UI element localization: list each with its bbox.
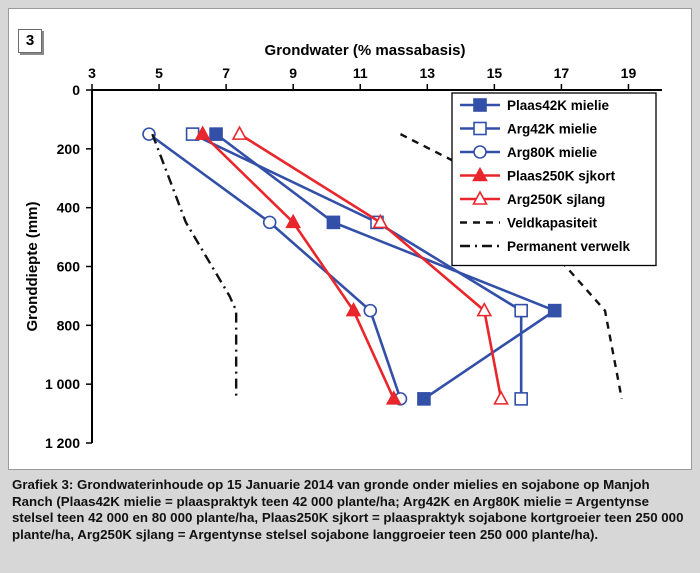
legend-label-plaas42k-mielie: Plaas42K mielie — [507, 98, 610, 113]
x-tick-label: 5 — [155, 65, 163, 81]
data-point-arg42k-mielie — [515, 393, 527, 405]
x-tick-label: 17 — [553, 65, 570, 81]
y-tick-label: 1 000 — [44, 376, 80, 393]
data-point-arg42k-mielie — [515, 305, 527, 317]
data-point-arg250k-sjlang — [495, 392, 508, 404]
y-tick-label: 0 — [72, 82, 80, 98]
series-arg80k-mielie — [143, 128, 406, 405]
y-tick-label: 200 — [56, 140, 80, 157]
x-tick-label: 7 — [222, 65, 231, 81]
chart-legend — [452, 93, 656, 266]
series-line-permanent-verwelk — [152, 134, 236, 399]
data-point-plaas42k-mielie — [549, 305, 561, 317]
x-tick-label: 9 — [289, 65, 298, 81]
x-tick-label: 15 — [486, 65, 503, 81]
data-point-plaas42k-mielie — [210, 128, 222, 140]
x-tick-label: 3 — [88, 65, 96, 81]
legend-label-plaas250k-sjkort: Plaas250K sjkort — [507, 168, 616, 184]
data-point-plaas42k-mielie — [327, 216, 339, 228]
legend-label-arg42k-mielie: Arg42K mielie — [507, 121, 598, 137]
x-tick-label: 13 — [419, 65, 436, 81]
legend-label-permanent-verwelk: Permanent verwelk — [507, 239, 631, 254]
data-point-arg80k-mielie — [264, 216, 276, 228]
series-permanent-verwelk — [152, 134, 236, 399]
y-tick-label: 800 — [56, 317, 80, 334]
x-axis-title: Grondwater (% massabasis) — [264, 42, 466, 59]
data-point-arg250k-sjlang — [233, 127, 246, 139]
series-plaas250k-sjkort — [196, 127, 400, 404]
legend-label-arg250k-sjlang: Arg250K sjlang — [507, 192, 606, 207]
series-line-plaas250k-sjkort — [203, 134, 394, 399]
legend-marker-plaas42k-mielie — [474, 99, 486, 111]
y-tick-label: 1 200 — [44, 435, 80, 451]
figure-caption: Grafiek 3: Grondwaterinhoude op 15 Januarie 2014 van gronde onder mielies en sojabone op Manjoh Ranch (Plaas42K mielie = plaaspraktyk teen 42 000 plante/ha; Arg42K en Arg80K mielie = Argentynse stelsel teen 42 000 en 80 000 plante/ha, Plaas250K sjkort = plaaspraktyk sojabone kortgroeier teen 250 000 plante/ha, Arg250K sjlang = Argentynse stelsel sojabone langgroeier teen 250 000 plante/ha). — [12, 477, 684, 542]
data-point-plaas42k-mielie — [418, 393, 430, 405]
legend-label-arg80k-mielie: Arg80K mielie — [507, 145, 598, 160]
legend-marker-arg80k-mielie — [474, 146, 486, 158]
legend-marker-arg42k-mielie — [474, 123, 486, 135]
y-axis-title: Gronddiepte (mm) — [24, 201, 41, 332]
y-tick-label: 600 — [56, 258, 80, 275]
data-point-arg80k-mielie — [364, 305, 376, 317]
figure-number-badge: 3 — [18, 29, 42, 53]
x-tick-label: 11 — [352, 65, 368, 81]
y-tick-label: 400 — [56, 199, 80, 216]
legend-label-veldkapasiteit: Veldkapasiteit — [507, 215, 598, 231]
x-tick-label: 19 — [620, 65, 637, 81]
